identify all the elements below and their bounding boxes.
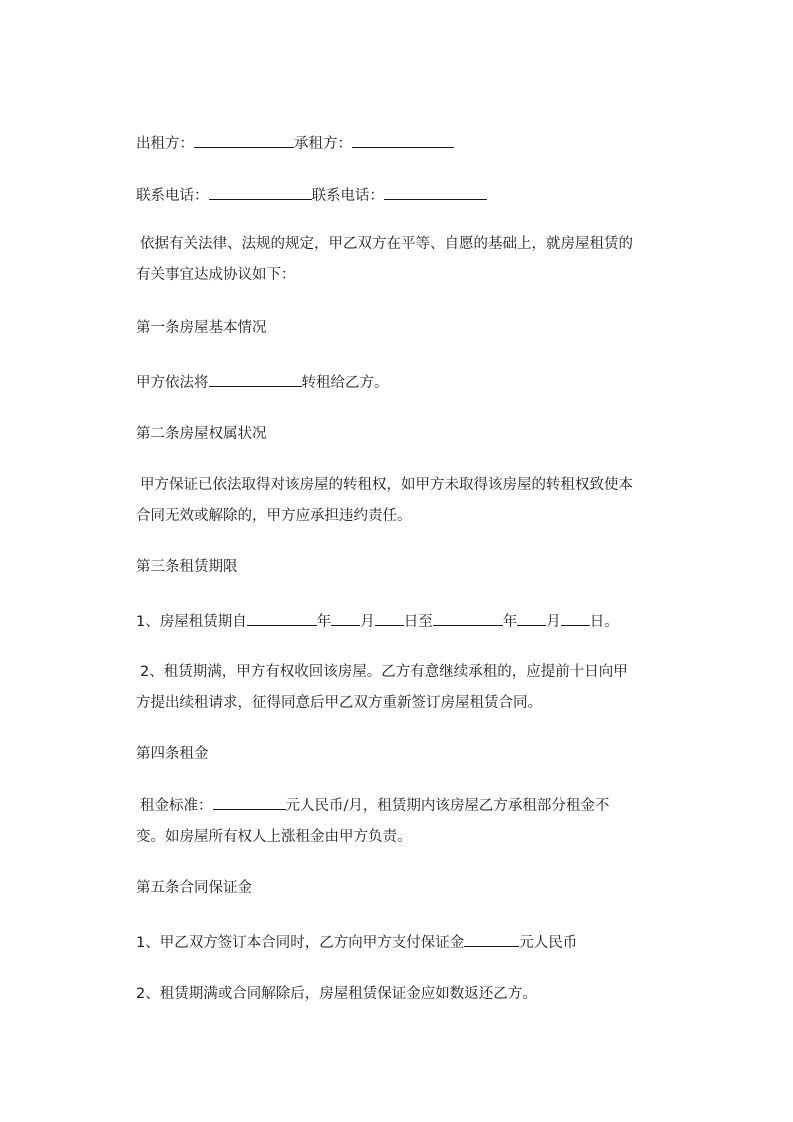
start-day-blank xyxy=(375,610,404,626)
rent-amount-blank xyxy=(213,794,286,810)
lessee-label: 承租方： xyxy=(294,136,352,152)
end-year-blank xyxy=(433,610,503,626)
article1-text xyxy=(136,371,389,391)
lessee-phone-blank xyxy=(384,184,487,200)
end-year-label: 年 xyxy=(502,614,518,630)
lessor-blank xyxy=(194,132,294,148)
article3-title: 第三条租赁期限 xyxy=(136,559,238,575)
article1-text-before: 甲方依法将 xyxy=(136,375,209,391)
article5-title: 第五条合同保证金 xyxy=(136,880,252,896)
deposit-line xyxy=(136,931,577,951)
end-month-blank xyxy=(517,610,546,626)
deposit-amount-blank xyxy=(464,931,519,947)
phones-line xyxy=(136,184,487,204)
lessee-phone-label: 联系电话： xyxy=(311,188,384,204)
end-day-blank xyxy=(561,610,590,626)
article3-item2-paragraph xyxy=(136,657,636,719)
article4-paragraph xyxy=(136,791,636,853)
intro-text: 依据有关法律、法规的规定，甲乙双方在平等、自愿的基础上，就房屋租赁的有关事宜达成协议如下： xyxy=(136,236,633,283)
intro-paragraph xyxy=(136,229,636,291)
start-year-blank xyxy=(247,610,317,626)
article2-paragraph xyxy=(136,470,636,532)
article2-title: 第二条房屋权属状况 xyxy=(136,426,267,442)
start-year-label: 年 xyxy=(316,614,332,630)
lease-term-prefix: 1、房屋租赁期自 xyxy=(136,614,247,630)
lessor-label: 出租方： xyxy=(136,136,194,152)
end-month-label: 月 xyxy=(546,614,561,630)
deposit-return-line: 2、租赁期满或合同解除后，房屋租赁保证金应如数返还乙方。 xyxy=(136,986,537,1002)
article1-text-after: 转租给乙方。 xyxy=(301,375,389,391)
parties-line xyxy=(136,132,454,152)
deposit-prefix: 1、甲乙双方签订本合同时，乙方向甲方支付保证金 xyxy=(136,935,465,951)
lessor-phone-label: 联系电话： xyxy=(136,188,209,204)
lease-term-line xyxy=(136,610,619,630)
article4-title: 第四条租金 xyxy=(136,746,209,762)
start-month-blank xyxy=(331,610,360,626)
rent-rest: 元人民币/月，租赁期内该房屋乙方承租部分租金不变。如房屋所有权人上涨租金由甲方负责。 xyxy=(136,798,610,845)
start-month-label: 月 xyxy=(360,614,375,630)
lessee-blank xyxy=(352,132,454,148)
start-day-label: 日至 xyxy=(403,614,433,630)
end-day-label: 日。 xyxy=(589,614,619,630)
rent-prefix: 租金标准： xyxy=(140,798,213,814)
article1-title: 第一条房屋基本情况 xyxy=(136,320,267,336)
article2-text: 甲方保证已依法取得对该房屋的转租权，如甲方未取得该房屋的转租权致使本合同无效或解除的，甲方应承担违约责任。 xyxy=(136,477,633,524)
lessor-phone-blank xyxy=(209,184,312,200)
article3-item2-text: 2、租赁期满，甲方有权收回该房屋。乙方有意继续承租的，应提前十日向甲方提出续租请求，征得同意后甲乙双方重新签订房屋租赁合同。 xyxy=(136,664,628,711)
deposit-suffix: 元人民币 xyxy=(519,935,578,951)
property-blank xyxy=(209,371,302,387)
